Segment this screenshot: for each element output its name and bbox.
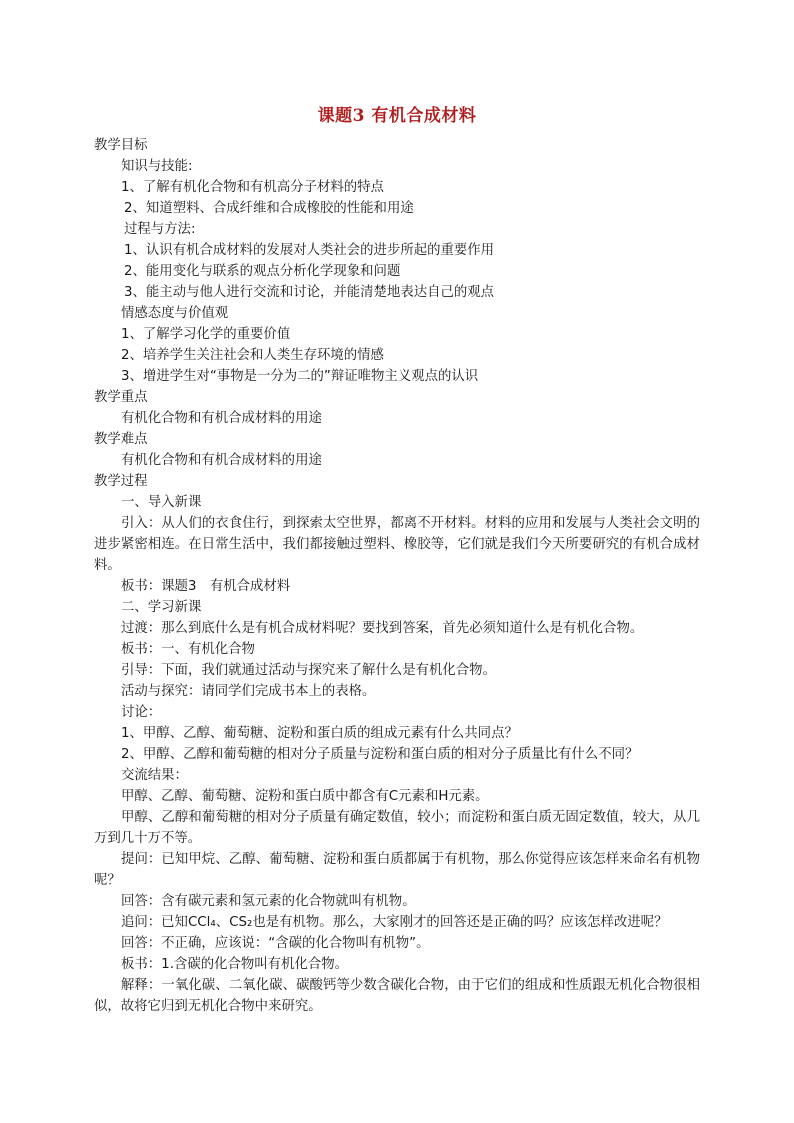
text-line: 有机化合物和有机合成材料的用途	[121, 453, 322, 468]
text-line: 回答：不正确，应该说：“含碳的化合物叫有机物”。	[121, 936, 430, 951]
text-line: 板书：一、有机化合物	[121, 642, 255, 657]
text-line: 3、能主动与他人进行交流和讨论，并能清楚地表达自己的观点	[124, 285, 495, 300]
text-line: 1、了解有机化合物和有机高分子材料的特点	[121, 180, 384, 195]
text-line: 甲醇、乙醇、葡萄糖、淀粉和蛋白质中都含有C元素和H元素。	[121, 789, 489, 804]
text-line: 2、培养学生关注社会和人类生存环境的情感	[121, 348, 384, 363]
document-body	[94, 135, 700, 1017]
text-line: 二、学习新课	[121, 600, 202, 615]
text-line: 甲醇、乙醇和葡萄糖的相对分子质量有确定数值，较小；而淀粉和蛋白质无固定数值，较大，从几万到几十万不等。	[94, 810, 700, 846]
text-line: 教学过程	[94, 474, 148, 489]
text-line: 追问：已知CCl₄、CS₂也是有机物。那么，大家刚才的回答还是正确的吗？应该怎样改进呢？	[121, 915, 668, 930]
text-line: 过渡：那么到底什么是有机合成材料呢？要找到答案，首先必须知道什么是有机化合物。	[121, 621, 644, 636]
text-line: 2、知道塑料、合成纤维和合成橡胶的性能和用途	[124, 201, 414, 216]
text-line: 引导：下面，我们就通过活动与探究来了解什么是有机化合物。	[121, 663, 496, 678]
text-line: 活动与探究：请同学们完成书本上的表格。	[121, 684, 376, 699]
document-title: 课题3 有机合成材料	[317, 106, 477, 126]
text-line: 引入：从人们的衣食住行，到探索太空世界，都离不开材料。材料的应用和发展与人类社会文明的进步紧密相连。在日常生活中，我们都接触过塑料、橡胶等，它们就是我们今天所要研究的有机合成材料。	[94, 516, 700, 573]
text-line: 教学目标	[94, 138, 148, 153]
text-line: 板书：1.含碳的化合物叫有机化合物。	[121, 957, 349, 972]
text-line: 教学难点	[94, 432, 148, 447]
text-line: 知识与技能:	[121, 159, 193, 174]
text-line: 3、增进学生对“事物是一分为二的”辩证唯物主义观点的认识	[121, 369, 479, 384]
text-line: 情感态度与价值观	[121, 306, 229, 321]
text-line: 有机化合物和有机合成材料的用途	[121, 411, 322, 426]
text-line: 2、能用变化与联系的观点分析化学现象和问题	[124, 264, 401, 279]
text-line: 1、甲醇、乙醇、葡萄糖、淀粉和蛋白质的组成元素有什么共同点？	[121, 726, 518, 741]
text-line: 提问：已知甲烷、乙醇、葡萄糖、淀粉和蛋白质都属于有机物，那么你觉得应该怎样来命名有机物呢？	[94, 852, 700, 888]
text-line: 2、甲醇、乙醇和葡萄糖的相对分子质量与淀粉和蛋白质的相对分子质量比有什么不同？	[121, 747, 639, 762]
text-line: 回答：含有碳元素和氢元素的化合物就叫有机物。	[121, 894, 416, 909]
text-line: 板书：课题3 有机合成材料	[121, 579, 291, 594]
text-line: 讨论：	[121, 705, 162, 720]
text-line: 1、认识有机合成材料的发展对人类社会的进步所起的重要作用	[124, 243, 495, 258]
text-line: 过程与方法:	[124, 222, 196, 237]
text-line: 一、导入新课	[121, 495, 202, 510]
text-line: 教学重点	[94, 390, 148, 405]
text-line: 交流结果：	[121, 768, 188, 783]
text-line: 1、了解学习化学的重要价值	[121, 327, 291, 342]
text-line: 解释：一氧化碳、二氧化碳、碳酸钙等少数含碳化合物，由于它们的组成和性质跟无机化合物很相似，故将它归到无机化合物中来研究。	[94, 978, 700, 1014]
